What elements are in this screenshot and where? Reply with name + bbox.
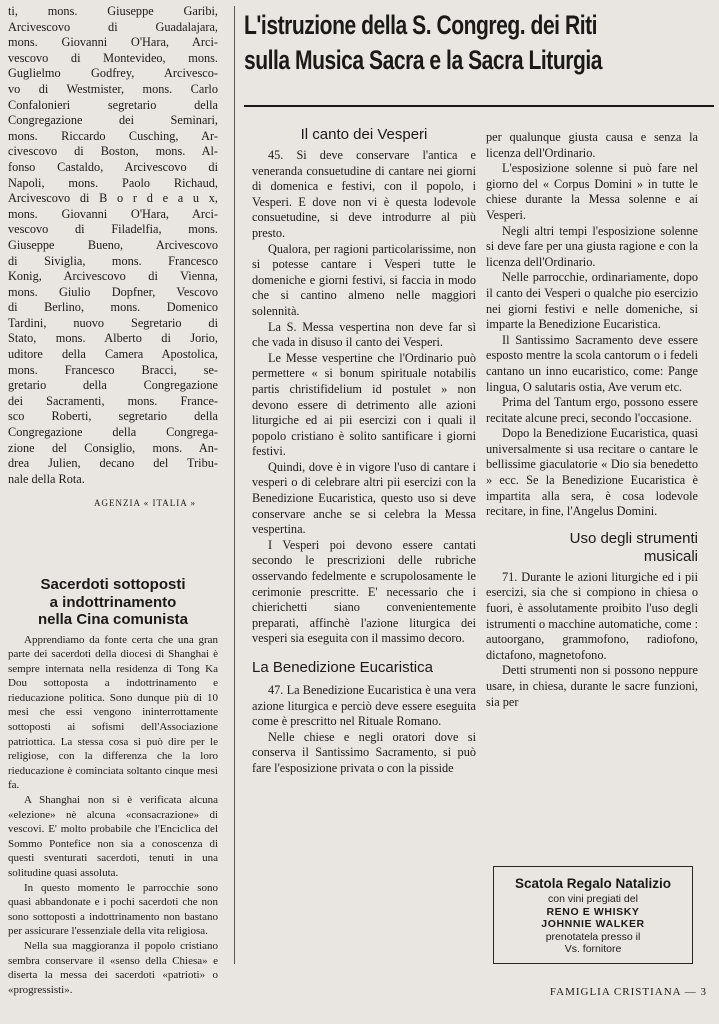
text-line: Napoli, mons. Paolo Richaud,: [8, 175, 218, 190]
subhead-strumenti: Uso degli strumenti musicali: [569, 529, 698, 565]
text-line: mons. Giulio Dopfner, Vescovo: [8, 284, 218, 299]
text-line: civescovo di Boston, mons. Al-: [8, 144, 218, 159]
paragraph: Il Santissimo Sacramento deve essere esposto mentre la scola cantorum o i fedeli cantano un inno eucaristico, come: Pange lingua, O salutaris ostia, Ave verum etc.: [486, 332, 698, 394]
text-line: Konig, Arcivescovo di Vienna,: [8, 269, 218, 284]
ad-line: RENO E WHISKY: [546, 905, 640, 918]
text-line: zione del Consiglio, mons. An-: [8, 440, 218, 455]
text-line: Confalonieri segretario della: [8, 97, 218, 112]
right-column: [486, 130, 698, 710]
text-line: sco Roberti, segretario della: [8, 409, 218, 424]
text-line: gretario della Congregazione: [8, 378, 218, 393]
left-column-text: [8, 4, 218, 487]
text-line: mons. Giovanni O'Hara, Arci-: [8, 35, 218, 50]
text-line: Congregazione dei Seminari,: [8, 113, 218, 128]
side-article-paragraph: Nella sua maggioranza il popolo cristiano sembra conservare il «senso della Chiesa» e diserta la messa dei sacerdoti «patrioti» o «progressisti».: [8, 939, 218, 996]
text-line: uditore della Camera Apostolica,: [8, 347, 218, 362]
paragraph: I Vesperi poi devono essere cantati secondo le prescrizioni delle rubriche osservando fedelmente e scrupolosamente le cerimonie prescritte. E' necessario che i chierichetti siano convenientemente preparati, affinchè l'azione liturgica dei vesperi sia eseguita con il massimo decoro.: [252, 537, 476, 646]
text-line: Stato, mons. Alberto di Jorio,: [8, 331, 218, 346]
middle-column: [252, 126, 476, 777]
paragraph: Dopo la Benedizione Eucaristica, quasi universalmente si usa recitare o cantare le bellissime giaculatorie « Dio sia benedetto » ecc. Se la Benedizione Eucaristica è impartita alla sera, è cosa lodevole recitare, in fine, l'Angelus Domini.: [486, 426, 698, 519]
paragraph: Nelle parrocchie, ordinariamente, dopo il canto dei Vesperi o qualche pio esercizio nei giorni festivi e nelle domeniche, si imparte la Benedizione Eucaristica.: [486, 270, 698, 332]
paragraph: 71. Durante le azioni liturgiche ed i pii esercizi, sia che si compiono in chiesa o fuori, è assolutamente proibito l'uso degli istrumenti o macchine automatiche, come : autoorgano, grammofono, radiofono, dictafono, magnetofono.: [486, 569, 698, 662]
paragraph: Qualora, per ragioni particolarissime, non si potesse cantare i Vesperi tutte le domeniche e giorni festivi, si faccia in modo che si cantino almeno nelle maggiori solennità.: [252, 241, 476, 318]
article-headline: [244, 8, 611, 78]
text-line: nale della Rota.: [8, 471, 85, 486]
text-line: Giuseppe Bueno, Arcivescovo: [8, 237, 218, 252]
text-line: ti, mons. Giuseppe Garibi,: [8, 4, 218, 18]
text-line: dei Sacramenti, mons. France-: [8, 393, 218, 408]
paragraph: Nelle chiese e negli oratori dove si conserva il Santissimo Sacramento, si può fare l'esposizione privata o con la pisside: [252, 729, 476, 775]
paragraph: Le Messe vespertine che l'Ordinario può permettere « si bonum spirituale notabilis partis christifidelium id postulet » non devono essere di detrimento alle azioni liturgiche ed ai pii esercizi con i quali il popolo cristiano è solito santificare i giorni festivi.: [252, 350, 476, 459]
text-line: Congregazione della Congrega-: [8, 425, 218, 440]
text-line: Guglielmo Godfrey, Arcivesco-: [8, 66, 218, 81]
text-line: vescovo di Filadelfia, mons.: [8, 222, 218, 237]
paragraph: L'esposizione solenne si può fare nel giorno del « Corpus Domini » in tutte le chiese durante la Messa solenne e ai Vesperi.: [486, 161, 698, 222]
paragraph: Negli altri tempi l'esposizione solenne si deve fare per una giusta ragione e con la licenza dell'Ordinario.: [486, 223, 698, 269]
side-article-paragraph: Apprendiamo da fonte certa che una gran parte dei sacerdoti della diocesi di Shanghai è sempre internata nella residenza di Tong Ka Dou sottoposta a indottrinamento e rieducazione politica. Sono dunque più di 10 mesi che essi vengono ininterrottamente sottoposti ai sofismi dell'Associazione patriottica. La stessa cosa si può dire per le religiose, con la differenza che la loro rieducazione è cominciata soltanto cinque mesi fa.: [8, 633, 218, 792]
ad-title: Scatola Regalo Natalizio: [514, 876, 672, 891]
advertisement-box: [493, 866, 693, 964]
text-line: vescovo di Montevideo, mons.: [8, 50, 218, 65]
headline-line-1: L'istruzione della S. Congreg. dei Riti: [244, 10, 598, 40]
paragraph: 45. Si deve conservare l'antica e veneranda consuetudine di cantare nei giorni di domenica e festivi, con il popolo, i Vesperi. E dove non vi è questa lodevole consuetudine, si deve introdurre al più presto.: [252, 148, 476, 240]
ad-line: Vs. fornitore: [564, 943, 622, 955]
paragraph: 47. La Benedizione Eucaristica è una vera azione liturgica e perciò deve essere eseguita come è prescritto nel Rituale Romano.: [252, 683, 476, 729]
paragraph: per qualunque giusta causa e senza la licenza dell'Ordinario.: [486, 130, 698, 160]
page-footer: FAMIGLIA CRISTIANA — 3: [549, 986, 707, 998]
column-divider: [234, 6, 235, 964]
ad-line: JOHNNIE WALKER: [541, 918, 645, 930]
subhead-vesperi: Il canto dei Vesperi: [300, 126, 428, 143]
text-line: di Siviglia, mons. Francesco: [8, 253, 218, 268]
side-article: [8, 576, 218, 997]
text-line: drea Julien, decano del Tribu-: [8, 456, 218, 471]
ad-line: con vini pregiati del: [548, 893, 638, 905]
text-line: vo di Westmister, mons. Carlo: [8, 81, 218, 96]
paragraph: Detti strumenti non si possono neppure usare, in chiesa, durante le sacre funzioni, sia per: [486, 663, 698, 709]
text-line: mons. Riccardo Cusching, Ar-: [8, 128, 218, 143]
text-line: mons. Francesco Bracci, se-: [8, 362, 218, 377]
subhead-benedizione: La Benedizione Eucaristica: [252, 659, 433, 676]
ad-line: prenotatela presso il: [545, 930, 641, 943]
text-line: Arcivescovo di B o r d e a u x,: [8, 191, 218, 206]
paragraph: Quindi, dove è in vigore l'uso di cantare i vesperi o di celebrare altri pii esercizi con la Benedizione Eucaristica, questo uso si deve conservare anche se si celebra la Messa vespertina.: [252, 459, 476, 537]
paragraph: La S. Messa vespertina non deve far sì che vada in disuso il canto dei Vesperi.: [252, 319, 476, 350]
side-article-paragraph: A Shanghai non si è verificata alcuna «elezione» nè alcuna «consacrazione» di vescovi. E' molto probabile che l'Enciclica del Sommo Pontefice non sia a conoscenza di questi sventurati sacerdoti, tenuti in una solitudine quasi assoluta.: [8, 794, 218, 879]
text-line: mons. Giovanni O'Hara, Arci-: [8, 206, 218, 221]
agency-credit: AGENZIA « ITALIA »: [94, 498, 197, 508]
text-line: fonso Castaldo, Arcivescovo di: [8, 159, 218, 174]
side-article-title: Sacerdoti sottoposti a indottrinamento nella Cina comunista: [37, 576, 189, 628]
text-line: Arcivescovo di Guadalajara,: [8, 19, 218, 34]
text-line: di Berlino, mons. Domenico: [8, 300, 218, 315]
side-article-paragraph: In questo momento le parrocchie sono quasi abbandonate e i pochi sacerdoti che non sono sottoposti a indottrinamento non bastano per assicurare l'essenziale della vita religiosa.: [8, 881, 218, 938]
headline-rule: [244, 105, 714, 107]
headline-line-2: sulla Musica Sacra e la Sacra Liturgia: [244, 45, 602, 75]
paragraph: Prima del Tantum ergo, possono essere recitate alcune preci, secondo l'occasione.: [486, 395, 698, 425]
text-line: Tardini, nuovo Segretario di: [8, 315, 218, 330]
